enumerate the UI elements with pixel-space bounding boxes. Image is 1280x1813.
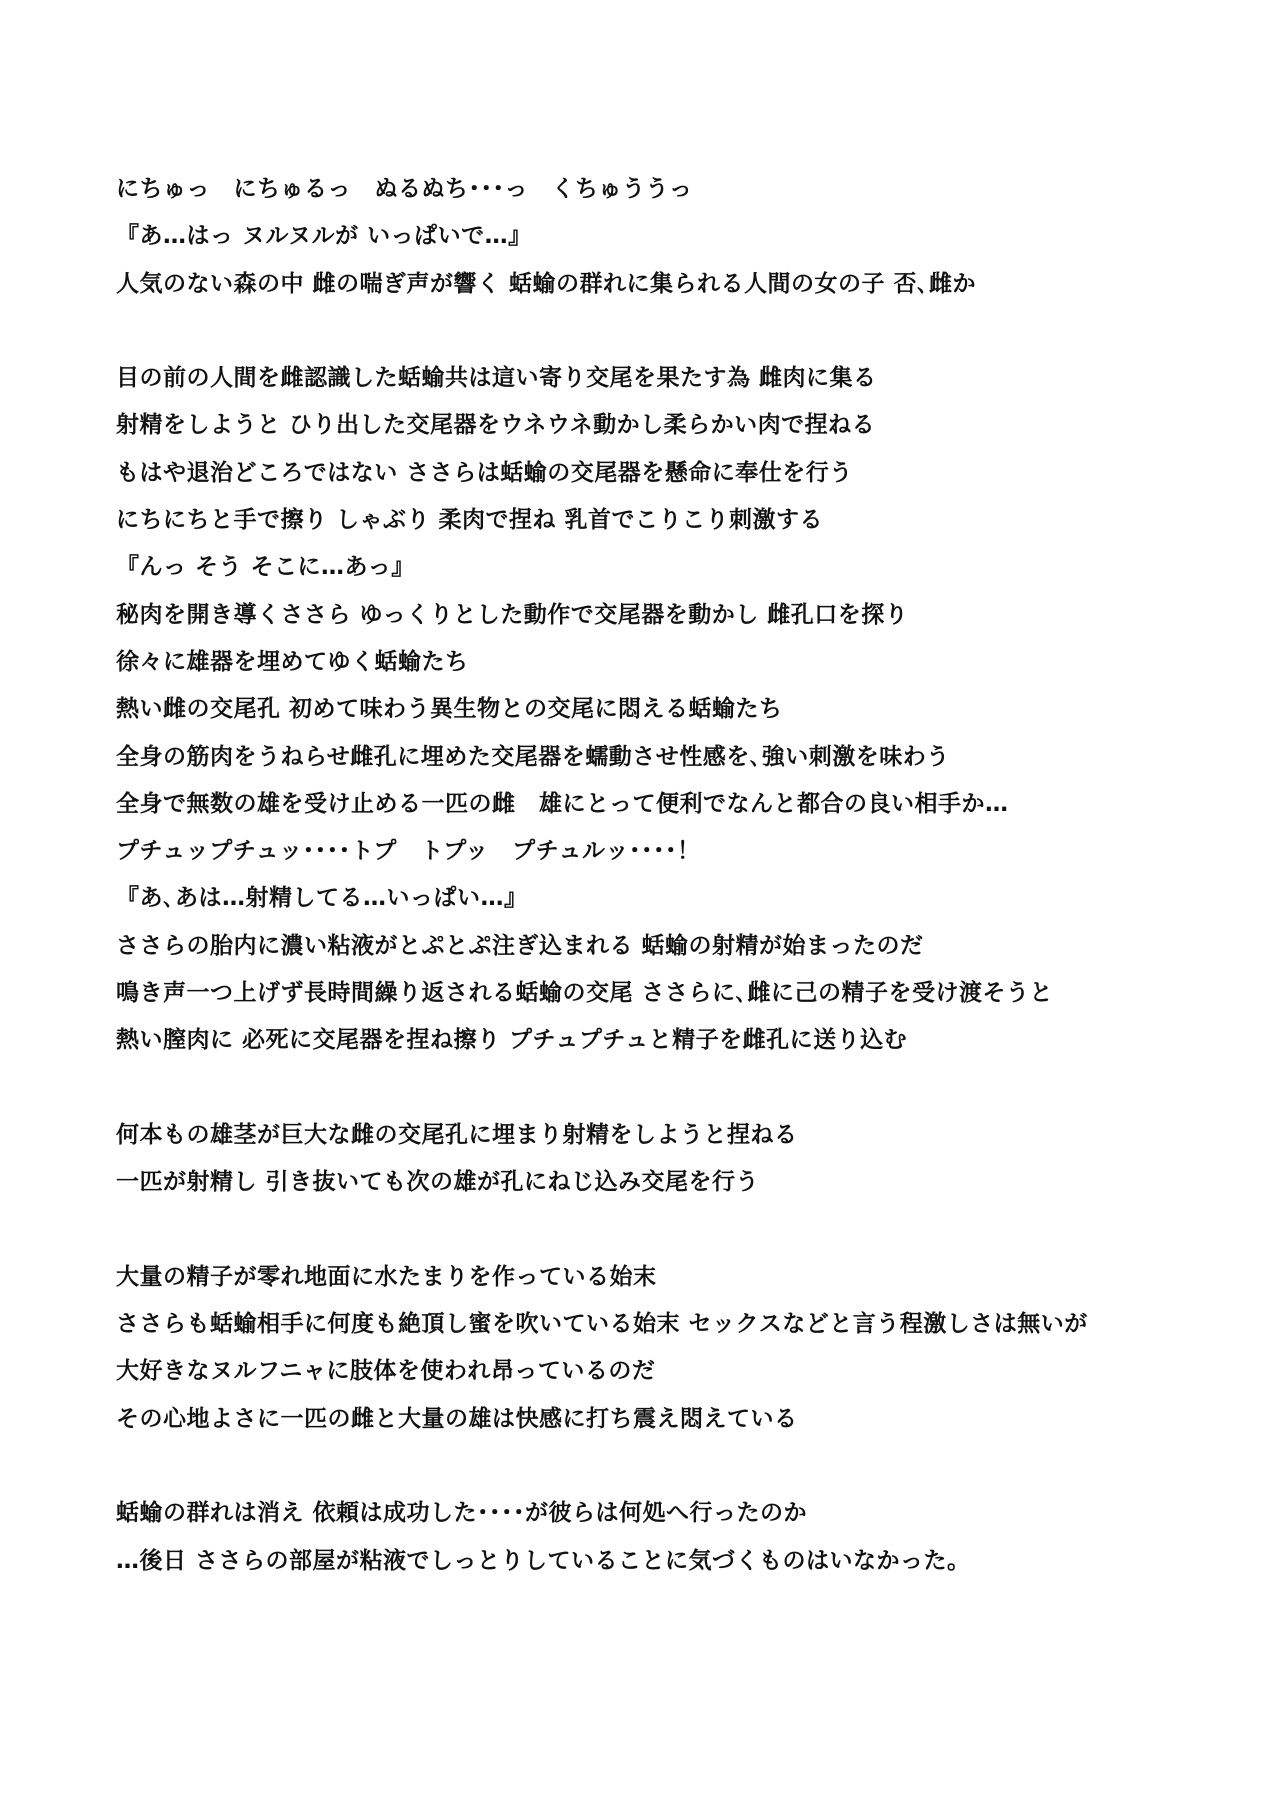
text-line: 『あ…はっ ヌルヌルが いっぱいで…』 — [116, 223, 532, 250]
text-line: 徐々に雄器を埋めてゆく蛞蝓たち — [116, 648, 469, 675]
blank-line — [116, 1065, 1256, 1112]
text-line: にちゅっ にちゅるっ ぬるぬち･･･っ くちゅううっ — [116, 176, 693, 202]
document-body — [116, 166, 1256, 1585]
text-line: 大量の精子が零れ地面に水たまりを作っている始末 — [116, 1263, 657, 1290]
text-line: ささらも蛞蝓相手に何度も絶頂し蜜を吹いている始末 セックスなどと言う程激しさは無いが — [116, 1311, 1088, 1338]
text-line: 秘肉を開き導くささら ゆっくりとした動作で交尾器を動かし 雌孔口を探り — [116, 601, 909, 628]
blank-line — [116, 1207, 1256, 1254]
text-line: 全身の筋肉をうねらせ雌孔に埋めた交尾器を蠕動させ性感を､強い刺激を味わう — [116, 743, 950, 770]
blank-line — [116, 308, 1256, 355]
text-line: 全身で無数の雄を受け止める一匹の雌 雄にとって便利でなんと都合の良い相手か… — [116, 790, 1009, 817]
text-line: 『あ､あは…射精してる…いっぱい…』 — [116, 885, 528, 912]
text-line: 大好きなヌルフニャに肢体を使われ昂っているのだ — [116, 1358, 656, 1385]
text-line: 『んっ そう そこに…あっ』 — [116, 554, 415, 581]
text-line: 蛞蝓の群れは消え 依頼は成功した････が彼らは何処へ行ったのか — [116, 1500, 808, 1527]
text-line: もはや退治どころではない ささらは蛞蝓の交尾器を懸命に奉仕を行う — [116, 459, 853, 486]
text-line: 射精をしようと ひり出した交尾器をウネウネ動かし柔らかい肉で捏ねる — [116, 412, 876, 439]
text-line: 人気のない森の中 雌の喘ぎ声が響く 蛞蝓の群れに集られる人間の女の子 否､雌か — [116, 270, 977, 297]
text-line: ささらの胎内に濃い粘液がとぷとぷ注ぎ込まれる 蛞蝓の射精が始まったのだ — [116, 932, 924, 959]
text-line: 一匹が射精し 引き抜いても次の雄が孔にねじ込み交尾を行う — [116, 1169, 760, 1196]
text-line: 何本もの雄茎が巨大な雌の交尾孔に埋まり射精をしようと捏ねる — [116, 1121, 798, 1148]
text-line: プチュップチュッ････トプ トプッ プチュルッ････！ — [116, 838, 701, 865]
text-line: その心地よさに一匹の雌と大量の雄は快感に打ち震え悶えている — [116, 1405, 798, 1432]
text-line: 目の前の人間を雌認識した蛞蝓共は這い寄り交尾を果たす為 雌肉に集る — [116, 365, 877, 392]
blank-line — [116, 1443, 1256, 1490]
text-line: 熱い膣肉に 必死に交尾器を捏ね擦り プチュプチュと精子を雌孔に送り込む — [116, 1027, 908, 1054]
text-line: …後日 ささらの部屋が粘液でしっとりしていることに気づくものはいなかった。 — [116, 1547, 971, 1574]
text-line: にちにちと手で擦り しゃぶり 柔肉で捏ね 乳首でこりこり刺激する — [116, 507, 824, 534]
text-line: 鳴き声一つ上げず長時間繰り返される蛞蝓の交尾 ささらに､雌に己の精子を受け渡そうと — [116, 980, 1054, 1007]
text-line: 熱い雌の交尾孔 初めて味わう異生物との交尾に悶える蛞蝓たち — [116, 696, 783, 723]
